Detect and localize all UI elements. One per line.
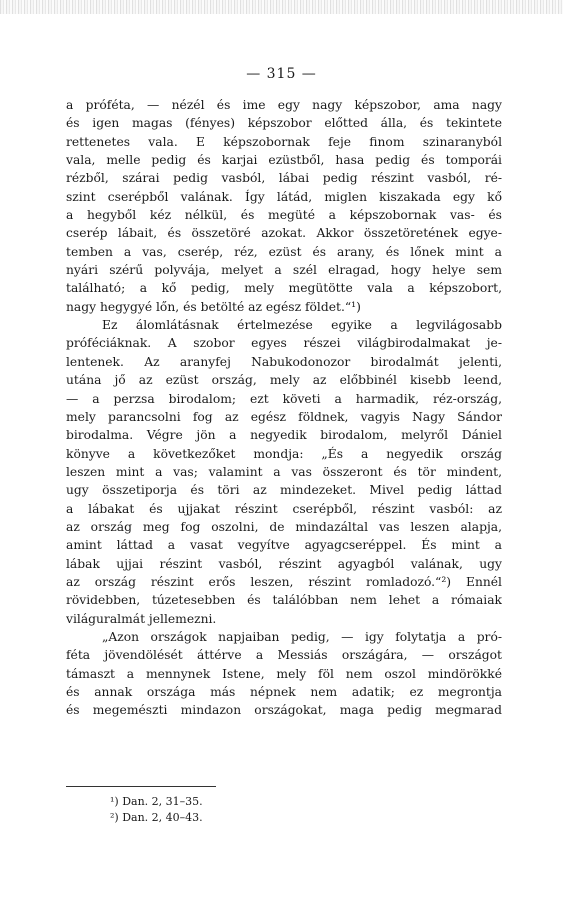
text-line: féta jövendölését áttérve a Messiás országára, — országot [66, 648, 502, 663]
scan-edge-texture [0, 0, 563, 14]
paragraph-first-line: „Azon országok napjaiban pedig, — igy folytatja a pró- [102, 629, 502, 644]
text-line: amint láttad a vasat vegyítve agyagcseréppel. És mint a [66, 538, 502, 553]
text-line: mely parancsolni fog az egész földnek, vagyis Nagy Sándor [66, 409, 502, 424]
text-line: a hegyből kéz nélkül, és megüté a képszobornak vas- és [66, 208, 502, 223]
text-line: nagy hegygyé lőn, és betölté az egész földet.“¹) [66, 299, 361, 314]
text-line: található; a kő pedig, mely megütötte vala a képszobort, [66, 281, 502, 296]
text-line: és igen magas (fényes) képszobor előtted álla, és tekintete [66, 116, 502, 131]
text-line: és megemészti mindazon országokat, maga pedig megmarad [66, 703, 502, 718]
footnote-divider [66, 786, 216, 787]
text-line: ugy összetiporja és töri az mindezeket. Mivel pedig láttad [66, 483, 502, 498]
text-line: rézből, szárai pedig vasból, lábai pedig részint vasból, ré- [66, 171, 502, 186]
text-line: a próféta, — nézél és ime egy nagy képszobor, ama nagy [66, 98, 502, 112]
text-line: lábak ujjai részint vasból, részint agyagból valának, ugy [66, 556, 502, 571]
text-line: az ország meg fog oszolni, de mindazáltal vas leszen alapja, [66, 519, 502, 534]
text-line: a lábakat és ujjakat részint cserépből, részint vasból: az [66, 501, 502, 516]
text-line: temben a vas, cserép, réz, ezüst és arany, és lőnek mint a [66, 244, 502, 259]
paragraph-first-line: Ez álomlátásnak értelmezése egyike a legvilágosabb [102, 318, 502, 333]
text-line: és annak országa más népnek nem adatik; ez megrontja [66, 685, 502, 699]
text-line: birodalma. Végre jön a negyedik birodalom, melyről Dániel [66, 428, 502, 443]
text-line: rövidebben, túzetesebben és találóbban nem lehet a rómaiak [66, 593, 502, 608]
text-line: támaszt a mennynek Istene, mely föl nem oszol mindörökké [66, 666, 502, 681]
footnote: ¹) Dan. 2, 31–35. [110, 795, 203, 808]
text-line: próféciáknak. A szobor egyes részei világbirodalmakat je- [66, 336, 502, 351]
text-line: az ország részint erős leszen, részint romladozó.“²) Ennél [66, 574, 502, 589]
text-line: leszen mint a vas; valamint a vas összeront és tör mindent, [66, 464, 502, 479]
text-line: lentenek. Az aranyfej Nabukodonozor birodalmát jelenti, [66, 354, 502, 369]
text-line: utána jő az ezüst ország, mely az előbbinél kisebb leend, [66, 373, 502, 388]
footnotes [110, 794, 203, 826]
text-line: szint cserépből valának. Így látád, miglen kiszakada egy kő [66, 189, 502, 204]
text-line: rettenetes vala. E képszobornak feje finom szinaranyból [66, 134, 502, 149]
text-line: könyve a következőket mondja: „És a negyedik ország [66, 446, 502, 461]
footnote: ²) Dan. 2, 40–43. [110, 811, 203, 824]
body-text [66, 96, 502, 720]
text-line: — a perzsa birodalom; ezt követi a harmadik, réz-ország, [66, 391, 502, 406]
page-number: — 315 — [246, 66, 317, 82]
text-line: világuralmát jellemezni. [66, 611, 217, 626]
text-line: cserép lábait, és összetöré azokat. Akkor összetöretének egye- [66, 226, 502, 241]
text-line: vala, melle pedig és karjai ezüstből, hasa pedig és tomporái [66, 153, 502, 168]
text-line: nyári szérű polyvája, melyet a szél elragad, hogy helye sem [66, 263, 502, 278]
